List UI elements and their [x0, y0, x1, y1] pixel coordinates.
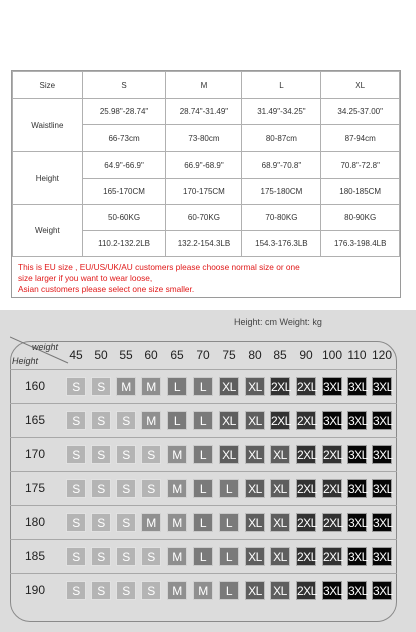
size-cell: XL — [245, 513, 265, 532]
size-cell: S — [116, 411, 136, 430]
header-m: M — [166, 72, 242, 99]
size-cell: 2XL — [296, 581, 316, 600]
cell-value: 110.2-132.2LB — [82, 231, 166, 257]
size-cell: XL — [270, 581, 290, 600]
size-cell: 3XL — [347, 479, 367, 498]
cell-value: 80-87cm — [242, 125, 321, 152]
size-cell: M — [141, 377, 161, 396]
size-cell: 2XL — [296, 547, 316, 566]
row-divider — [10, 505, 397, 506]
size-cell: M — [167, 479, 187, 498]
size-cell: 3XL — [347, 581, 367, 600]
size-cell: S — [91, 581, 111, 600]
cell-value: 87-94cm — [321, 125, 400, 152]
cell-value: 70.8"-72.8" — [321, 152, 400, 179]
size-cell: 3XL — [372, 513, 392, 532]
height-label-185: 185 — [24, 549, 46, 563]
row-label-height: Height — [13, 152, 83, 205]
size-cell: S — [66, 581, 86, 600]
size-cell: XL — [219, 377, 239, 396]
size-cell: 3XL — [372, 445, 392, 464]
height-label-190: 190 — [24, 583, 46, 597]
size-cell: L — [193, 513, 213, 532]
cell-value: 64.9"-66.9" — [82, 152, 166, 179]
size-cell: S — [91, 479, 111, 498]
cell-value: 66.9"-68.9" — [166, 152, 242, 179]
size-cell: S — [116, 479, 136, 498]
size-cell: L — [219, 547, 239, 566]
cell-value: 68.9"-70.8" — [242, 152, 321, 179]
height-label-170: 170 — [24, 447, 46, 461]
size-cell: 3XL — [322, 411, 342, 430]
size-cell: 3XL — [322, 377, 342, 396]
size-cell: S — [116, 445, 136, 464]
size-cell: S — [66, 513, 86, 532]
weight-label-65: 65 — [170, 348, 184, 362]
height-label-165: 165 — [24, 413, 46, 427]
size-cell: XL — [219, 445, 239, 464]
cell-value: 73-80cm — [166, 125, 242, 152]
cell-value: 28.74"-31.49" — [166, 99, 242, 125]
weight-label-80: 80 — [248, 348, 262, 362]
cell-value: 25.98"-28.74" — [82, 99, 166, 125]
cell-value: 132.2-154.3LB — [166, 231, 242, 257]
header-s: S — [82, 72, 166, 99]
size-cell: S — [66, 445, 86, 464]
weight-label-85: 85 — [273, 348, 287, 362]
size-cell: 2XL — [322, 445, 342, 464]
row-divider — [10, 403, 397, 404]
size-cell: L — [193, 411, 213, 430]
size-notes — [18, 262, 394, 295]
row-label-waistline: Waistline — [13, 99, 83, 152]
size-cell: M — [116, 377, 136, 396]
cell-value: 66-73cm — [82, 125, 166, 152]
size-cell: S — [116, 547, 136, 566]
size-cell: L — [167, 377, 187, 396]
height-label-175: 175 — [24, 481, 46, 495]
size-cell: M — [167, 513, 187, 532]
size-cell: S — [141, 581, 161, 600]
size-cell: M — [167, 547, 187, 566]
size-cell: M — [141, 513, 161, 532]
size-cell: 2XL — [270, 411, 290, 430]
weight-label-70: 70 — [196, 348, 210, 362]
size-cell: S — [91, 377, 111, 396]
cell-value: 170-175CM — [166, 179, 242, 205]
size-cell: XL — [270, 479, 290, 498]
weight-label-120: 120 — [371, 348, 393, 362]
note-line: This is EU size , EU/US/UK/AU customers please choose normal size or one — [18, 262, 300, 272]
cell-value: 176.3-198.4LB — [321, 231, 400, 257]
header-xl: XL — [321, 72, 400, 99]
size-cell: XL — [270, 445, 290, 464]
note-line: size larger if you want to wear loose, — [18, 273, 153, 283]
size-cell: 2XL — [296, 377, 316, 396]
size-cell: 3XL — [372, 411, 392, 430]
row-label-weight: Weight — [13, 205, 83, 257]
size-cell: 3XL — [347, 513, 367, 532]
size-cell: S — [116, 513, 136, 532]
size-cell: L — [193, 547, 213, 566]
size-cell: XL — [219, 411, 239, 430]
size-cell: 3XL — [347, 411, 367, 430]
size-table-grid — [12, 71, 400, 257]
cell-value: 31.49"-34.25" — [242, 99, 321, 125]
size-cell: S — [66, 411, 86, 430]
row-divider — [10, 539, 397, 540]
size-cell: S — [91, 547, 111, 566]
size-cell: 2XL — [296, 411, 316, 430]
size-cell: 3XL — [347, 547, 367, 566]
weight-label-90: 90 — [299, 348, 313, 362]
size-cell: 3XL — [347, 377, 367, 396]
size-cell: XL — [245, 411, 265, 430]
cell-value: 180-185CM — [321, 179, 400, 205]
size-cell: XL — [270, 547, 290, 566]
size-cell: L — [219, 513, 239, 532]
weight-label-45: 45 — [69, 348, 83, 362]
weight-label-55: 55 — [119, 348, 133, 362]
cell-value: 80-90KG — [321, 205, 400, 231]
height-label-160: 160 — [24, 379, 46, 393]
size-cell: S — [91, 411, 111, 430]
size-table — [11, 70, 401, 298]
weight-label-50: 50 — [94, 348, 108, 362]
size-cell: 3XL — [372, 479, 392, 498]
size-cell: L — [219, 479, 239, 498]
size-cell: 2XL — [296, 513, 316, 532]
size-cell: S — [66, 479, 86, 498]
size-cell: S — [141, 479, 161, 498]
size-cell: 3XL — [372, 377, 392, 396]
cell-value: 154.3-176.3LB — [242, 231, 321, 257]
weight-label-100: 100 — [321, 348, 343, 362]
chart-caption: Height: cm Weight: kg — [234, 317, 322, 327]
row-divider — [10, 471, 397, 472]
size-cell: 2XL — [296, 479, 316, 498]
size-cell: M — [167, 581, 187, 600]
size-cell: S — [91, 445, 111, 464]
size-cell: XL — [245, 479, 265, 498]
row-divider — [10, 369, 397, 370]
size-cell: 3XL — [322, 581, 342, 600]
cell-value: 70-80KG — [242, 205, 321, 231]
size-cell: XL — [245, 445, 265, 464]
cell-value: 165-170CM — [82, 179, 166, 205]
size-cell: S — [116, 581, 136, 600]
size-cell: L — [167, 411, 187, 430]
size-cell: L — [193, 479, 213, 498]
note-line: Asian customers please select one size smaller. — [18, 284, 195, 294]
size-cell: 3XL — [347, 445, 367, 464]
size-cell: XL — [245, 547, 265, 566]
size-cell: 2XL — [322, 479, 342, 498]
size-cell: 2XL — [270, 377, 290, 396]
cell-value: 50-60KG — [82, 205, 166, 231]
size-cell: 3XL — [372, 581, 392, 600]
height-label-180: 180 — [24, 515, 46, 529]
weight-label-110: 110 — [347, 348, 367, 362]
size-cell: M — [193, 581, 213, 600]
corner-weight-label: weight — [32, 342, 59, 352]
header-l: L — [242, 72, 321, 99]
size-cell: S — [66, 377, 86, 396]
size-cell: XL — [245, 377, 265, 396]
cell-value: 175-180CM — [242, 179, 321, 205]
size-cell: L — [193, 377, 213, 396]
size-cell: 2XL — [322, 547, 342, 566]
row-divider — [10, 437, 397, 438]
size-cell: S — [141, 547, 161, 566]
size-cell: XL — [245, 581, 265, 600]
size-cell: 2XL — [296, 445, 316, 464]
size-cell: XL — [270, 513, 290, 532]
size-cell: M — [141, 411, 161, 430]
size-cell: S — [66, 547, 86, 566]
row-divider — [10, 573, 397, 574]
corner-height-label: Height — [12, 356, 39, 366]
cell-value: 60-70KG — [166, 205, 242, 231]
size-cell: 3XL — [372, 547, 392, 566]
size-cell: 2XL — [322, 513, 342, 532]
size-cell: L — [219, 581, 239, 600]
size-cell: M — [167, 445, 187, 464]
header-size: Size — [13, 72, 83, 99]
weight-label-75: 75 — [222, 348, 236, 362]
size-cell: L — [193, 445, 213, 464]
size-cell: S — [91, 513, 111, 532]
cell-value: 34.25-37.00" — [321, 99, 400, 125]
weight-label-60: 60 — [144, 348, 158, 362]
size-cell: S — [141, 445, 161, 464]
